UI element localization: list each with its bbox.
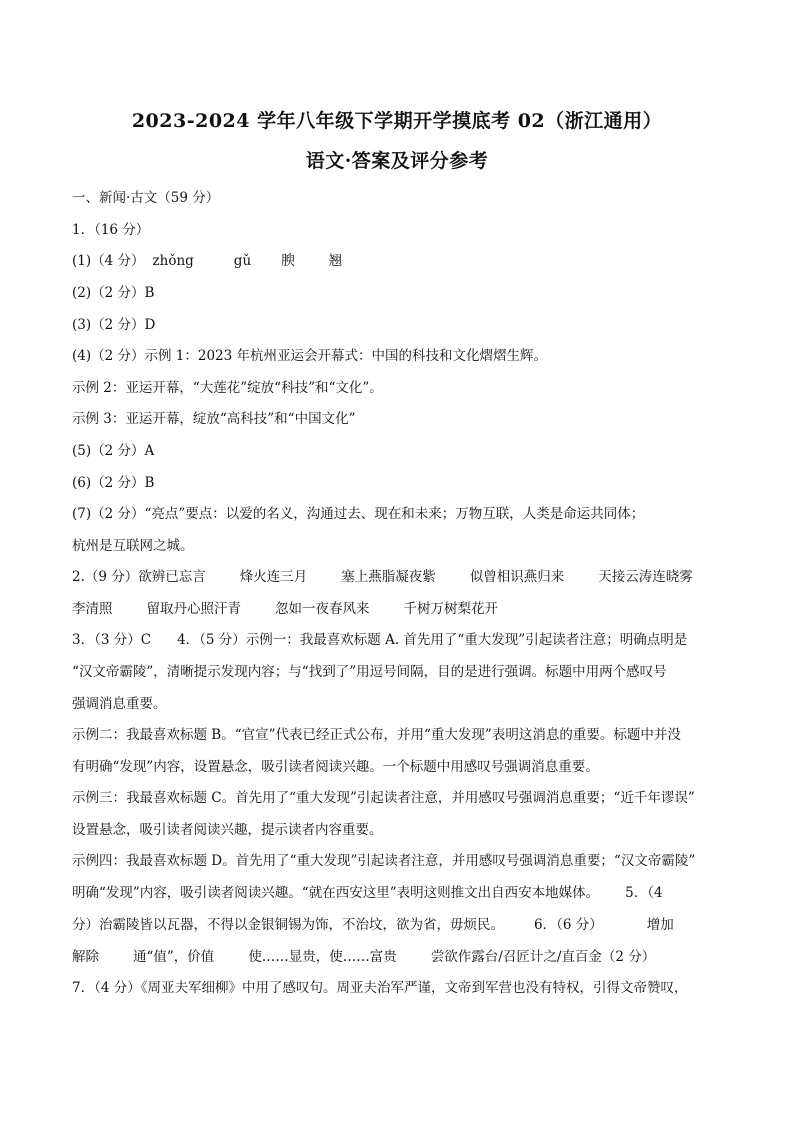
q2-answer: 忽如一夜春风来 (275, 601, 370, 617)
q6-answer: 通“值”，价值 (133, 949, 215, 965)
section-heading: 一、新闻·古文（59 分） (72, 190, 220, 206)
q1-part7-line2: 杭州是互联网之城。 (72, 538, 194, 554)
q4-example3-line2: 设置悬念，吸引读者阅读兴趣，提示读者内容重要。 (72, 822, 383, 838)
q2-answer: 李清照 (72, 601, 113, 617)
q6-answer: 使……显贵，使……富贵 (248, 949, 397, 965)
q2-line2 (72, 599, 724, 619)
q2-answer: 天接云涛连晓雾 (598, 569, 693, 585)
q4-example4-text: 明确“发现”内容，吸引读者阅读兴趣。“就在西安这里”表明这则推文出自西安本地媒体。 (72, 885, 600, 901)
q1-label: 1．（16 分） (72, 222, 150, 238)
q1-part4-example2: 示例 2：亚运开幕，“大莲花”绽放“科技”和“文化”。 (72, 380, 383, 396)
q2-answer: 烽火连三月 (239, 569, 308, 585)
q3-answer: 3．（3 分）C (72, 632, 152, 648)
q2-answer: 塞上燕脂凝夜紫 (341, 569, 436, 585)
q5-answer: 分）治霸陵皆以瓦器，不得以金银铜锡为饰，不治坟，欲为省，毋烦民。 (72, 917, 504, 933)
q6-label: 6．（6 分） (534, 917, 603, 933)
q2-line1 (72, 567, 724, 587)
document-title: 2023-2024 学年八年级下学期开学摸底考 02（浙江通用） (131, 110, 663, 132)
q2-label: 2.（9 分） (72, 569, 139, 585)
q1-part5: (5)（2 分）A (72, 443, 155, 459)
q1-part1 (72, 251, 724, 271)
q6-answer: 增加 (646, 917, 674, 933)
q5-label: 5．（4 (625, 885, 663, 901)
q2-answer: 似曾相识燕归来 (469, 569, 565, 585)
q1-part6: (6)（2 分）B (72, 475, 155, 491)
document-subtitle: 语文·答案及评分参考 (305, 150, 489, 172)
q5-q6-line (72, 915, 724, 935)
q4-example2-line1: 示例二：我最喜欢标题 B。“官宣”代表已经正式公布，并用“重大发现”表明这消息的重要。标题中并没 (72, 727, 681, 743)
q1-part2: (2)（2 分）B (72, 285, 155, 301)
q4-example4-line1: 示例四：我最喜欢标题 D。首先用了“重大发现”引起读者注意，并用感叹号强调消息重要；“汉文帝霸陵” (72, 853, 696, 869)
q6-answer: 尝欲作露台/召匠计之/直百金（2 分） (430, 949, 656, 965)
q1-part3: (3)（2 分）D (72, 317, 156, 333)
char-answer-1: 腴 (281, 253, 295, 269)
q2-answer: 留取丹心照汗青 (146, 601, 241, 617)
q4-example3-line1: 示例三：我最喜欢标题 C。首先用了“重大发现”引起读者注意，并用感叹号强调消息重要；“近千年谬误” (72, 790, 695, 806)
q6-answers-line (72, 947, 724, 967)
q1-part7-line1: (7)（2 分）“亮点”要点：以爱的名义，沟通过去、现在和未来；万物互联，人类是命运共同体； (72, 506, 645, 522)
pinyin-answer-1: zhǒng (152, 253, 194, 269)
q3-q4-line1 (72, 630, 724, 650)
q2-answer: 千树万树梨花开 (403, 601, 498, 617)
q1-part4-example3: 示例 3：亚运开幕，绽放“高科技”和“中国文化” (72, 411, 356, 427)
q1-part1-label: (1)（4 分） (72, 253, 145, 269)
q7-line1: 7．（4 分）《周亚夫军细柳》中用了感叹句。周亚夫治军严谨，文帝到军营也没有特权，引得文帝赞叹， (72, 980, 688, 996)
q4-example4-line2 (72, 883, 724, 903)
q4-example2-line2: 有明确“发现”内容，设置悬念，吸引读者阅读兴趣。一个标题中用感叹号强调消息重要。 (72, 759, 599, 775)
q2-answer: 欲辨已忘言 (138, 569, 206, 585)
q4-line2: “汉文帝霸陵”，清晰提示发现内容；与“找到了”用逗号间隔，目的是进行强调。标题中用两个感叹号 (72, 664, 667, 680)
pinyin-answer-2: gǔ (233, 253, 252, 269)
q1-part4-example1: (4)（2 分）示例 1：2023 年杭州亚运会开幕式：中国的科技和文化熠熠生辉。 (72, 348, 548, 364)
q4-line3: 强调消息重要。 (72, 696, 167, 712)
q6-answer: 解除 (72, 949, 99, 965)
q4-answer-line1: 4．（5 分）示例一：我最喜欢标题 A. 首先用了“重大发现”引起读者注意；明确点明是 (177, 632, 688, 648)
char-answer-2: 翘 (328, 253, 343, 269)
